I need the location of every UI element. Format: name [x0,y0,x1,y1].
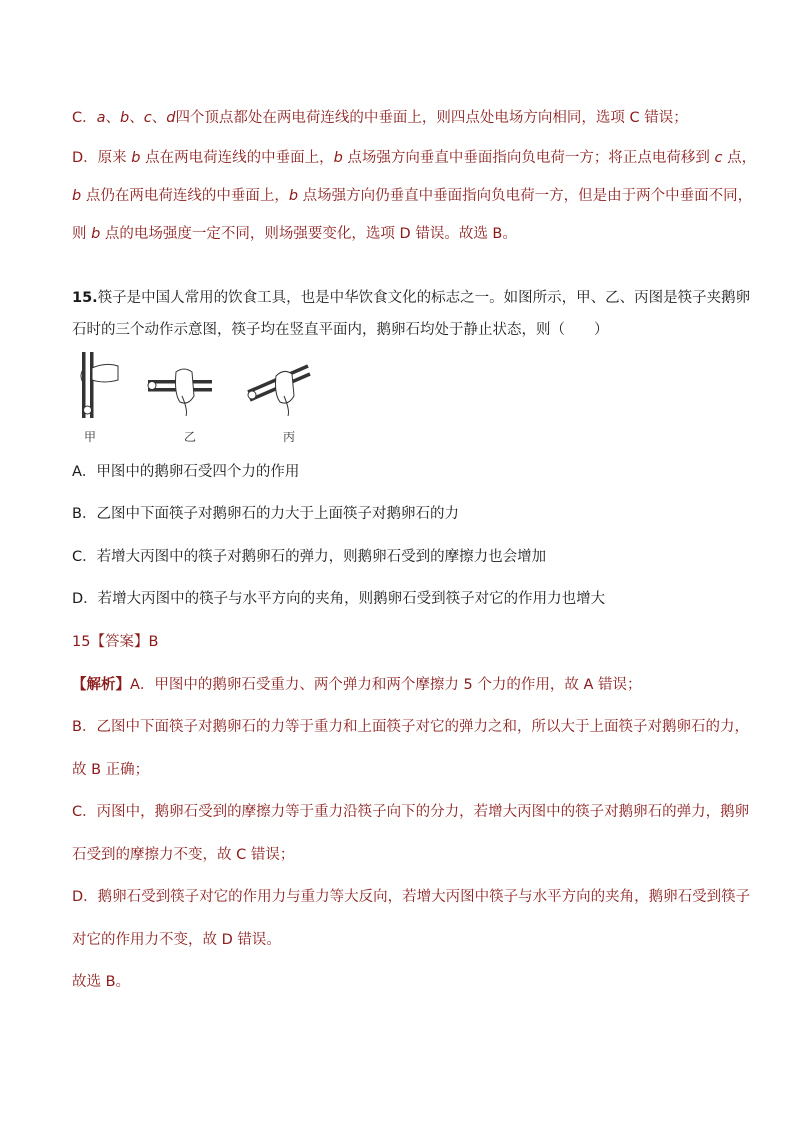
question-number: 15. [72,290,98,306]
prev-solution-d-line3: 则 b 点的电场强度一定不同，则场强要变化，选项 D 错误。故选 B。 [72,226,517,242]
figure-label-bing: 丙 [283,430,296,444]
figure-yi-drawing [148,369,212,416]
analysis-c-line2: 石受到的摩擦力不变，故 C 错误； [72,847,295,863]
analysis-d-line1: D．鹅卵石受到筷子对它的作用力与重力等大反向，若增大丙图中筷子与水平方向的夹角，鹅卵石受到筷子 [72,889,751,905]
analysis-tag: 【解析】 [72,677,130,693]
question-stem-line1: 15.筷子是中国人常用的饮食工具，也是中华饮食文化的标志之一。如图所示，甲、乙、丙图是筷子夹鹅卵 [72,290,751,306]
figure-jia-drawing [81,352,118,418]
analysis-c-line1: C．丙图中，鹅卵石受到的摩擦力等于重力沿筷子向下的分力，若增大丙图中的筷子对鹅卵石的弹力，鹅卵 [72,804,750,820]
answer-label: 15【答案】B [72,634,159,650]
option-a: A．甲图中的鹅卵石受四个力的作用 [72,464,300,480]
prev-solution-c: C．a、b、c、d四个顶点都处在两电荷连线的中垂面上，则四点处电场方向相同，选项 C 错误； [72,110,688,126]
option-b: B．乙图中下面筷子对鹅卵石的力大于上面筷子对鹅卵石的力 [72,506,459,522]
option-c: C．若增大丙图中的筷子对鹅卵石的弹力，则鹅卵石受到的摩擦力也会增加 [72,549,547,565]
analysis-b-line1: B．乙图中下面筷子对鹅卵石的力等于重力和上面筷子对它的弹力之和，所以大于上面筷子对鹅卵石的力， [72,719,749,735]
prev-solution-d-line2: b 点仍在两电荷连线的中垂面上，b 点场强方向仍垂直中垂面指向负电荷一方，但是由于两个中垂面不同， [72,188,753,204]
prev-solution-d-line1: D．原来 b 点在两电荷连线的中垂面上，b 点场强方向垂直中垂面指向负电荷一方；将正点电荷移到 c 点， [72,150,757,166]
question-stem-line2: 石时的三个动作示意图，筷子均在竖直平面内，鹅卵石均处于静止状态，则（ ） [72,322,609,338]
analysis-a: 【解析】A．甲图中的鹅卵石受重力、两个弹力和两个摩擦力 5 个力的作用，故 A 错误； [72,677,642,693]
figure-label-jia: 甲 [84,430,97,444]
figure-label-yi: 乙 [184,430,197,444]
figure-bing-drawing [248,366,310,416]
analysis-conclusion: 故选 B。 [72,974,131,990]
option-d: D．若增大丙图中的筷子与水平方向的夹角，则鹅卵石受到筷子对它的作用力也增大 [72,591,606,607]
analysis-d-line2: 对它的作用力不变，故 D 错误。 [72,932,281,948]
analysis-b-line2: 故 B 正确； [72,762,150,778]
